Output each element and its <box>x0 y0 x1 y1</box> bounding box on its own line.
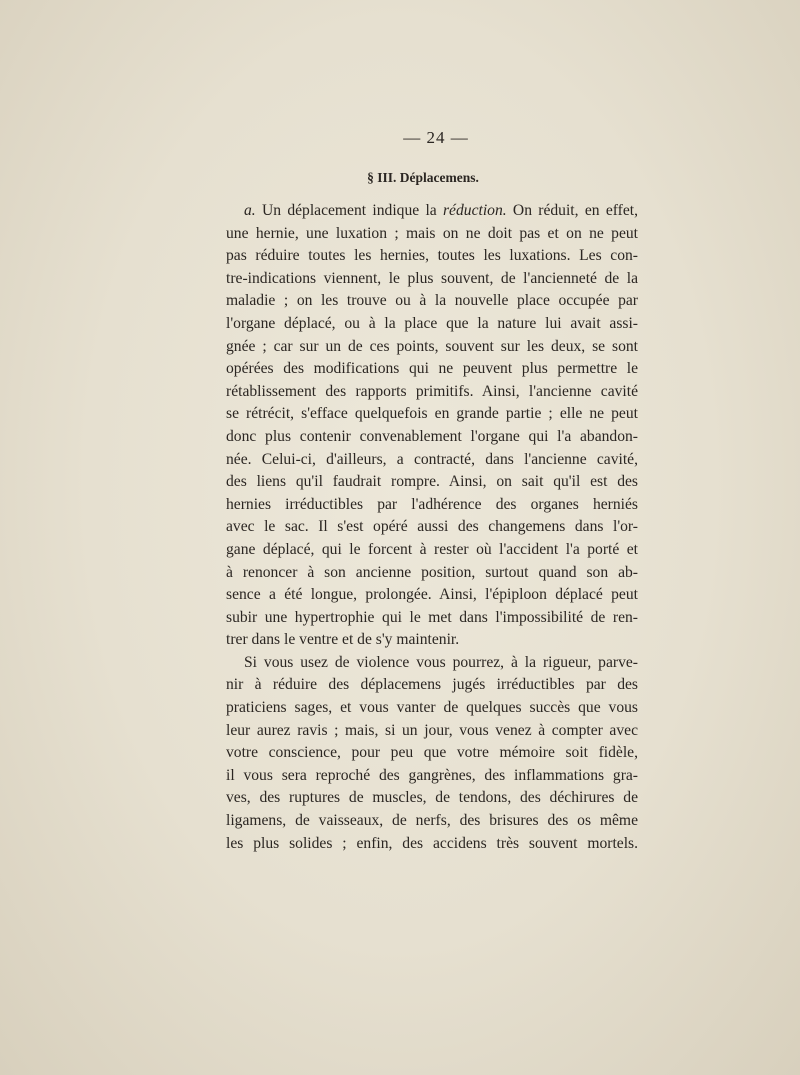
text-line: gnée ; car sur un de ces points, souvent sur les deux, se sont <box>226 337 638 355</box>
text-line: opérées des modifications qui ne peuvent plus permettre le <box>226 360 638 378</box>
text-line: sence a été longue, prolongée. Ainsi, l'épiploon déplacé peut <box>226 586 638 604</box>
text-line: pas réduire toutes les hernies, toutes les luxations. Les con- <box>226 247 638 265</box>
text-line: a. Un déplacement indique la réduction. On réduit, en effet, <box>244 202 638 219</box>
page-number: — 24 — <box>403 128 469 147</box>
text-line: l'organe déplacé, ou à la place que la nature lui avait assi- <box>226 314 638 332</box>
text-line: leur aurez ravis ; mais, si un jour, vous venez à compter avec <box>226 721 638 739</box>
section-heading: § III. Déplacemens. <box>367 170 479 185</box>
text-line: nir à réduire des déplacemens jugés irréductibles par des <box>226 676 638 694</box>
text-line: avec le sac. Il s'est opéré aussi des changemens dans l'or- <box>226 518 638 536</box>
text-line: subir une hypertrophie qui le met dans l'impossibilité de ren- <box>226 608 638 626</box>
text-line: des liens qu'il faudrait rompre. Ainsi, on sait qu'il est des <box>226 473 638 491</box>
text-line: praticiens sages, et vous vanter de quelques succès que vous <box>226 699 638 717</box>
text-line: il vous sera reproché des gangrènes, des inflammations gra- <box>226 766 638 784</box>
text-line: les plus solides ; enfin, des accidens très souvent mortels. <box>226 834 638 852</box>
text-line: maladie ; on les trouve ou à la nouvelle place occupée par <box>226 292 638 310</box>
text-line: tre-indications viennent, le plus souvent, de l'ancienneté de la <box>226 269 638 287</box>
text-line: trer dans le ventre et de s'y maintenir. <box>226 631 460 649</box>
body-text <box>226 200 638 855</box>
text-line: une hernie, une luxation ; mais on ne doit pas et on ne peut <box>226 224 638 242</box>
text-line: hernies irréductibles par l'adhérence des organes herniés <box>226 495 638 513</box>
text-line: à renoncer à son ancienne position, surtout quand son ab- <box>226 563 638 581</box>
text-line: ves, des ruptures de muscles, de tendons, des déchirures de <box>226 789 638 807</box>
text-line: se rétrécit, s'efface quelquefois en grande partie ; elle ne peut <box>226 405 638 423</box>
text-line: votre conscience, pour peu que votre mémoire soit fidèle, <box>226 744 638 762</box>
text-line: Si vous usez de violence vous pourrez, à la rigueur, parve- <box>244 653 638 671</box>
text-line: donc plus contenir convenablement l'organe qui l'a abandon- <box>226 427 638 445</box>
text-line: gane déplacé, qui le forcent à rester où l'accident l'a porté et <box>226 540 638 558</box>
text-line: rétablissement des rapports primitifs. Ainsi, l'ancienne cavité <box>226 382 638 400</box>
text-line: ligamens, de vaisseaux, de nerfs, des brisures des os même <box>226 812 638 830</box>
text-line: née. Celui-ci, d'ailleurs, a contracté, dans l'ancienne cavité, <box>226 450 638 468</box>
